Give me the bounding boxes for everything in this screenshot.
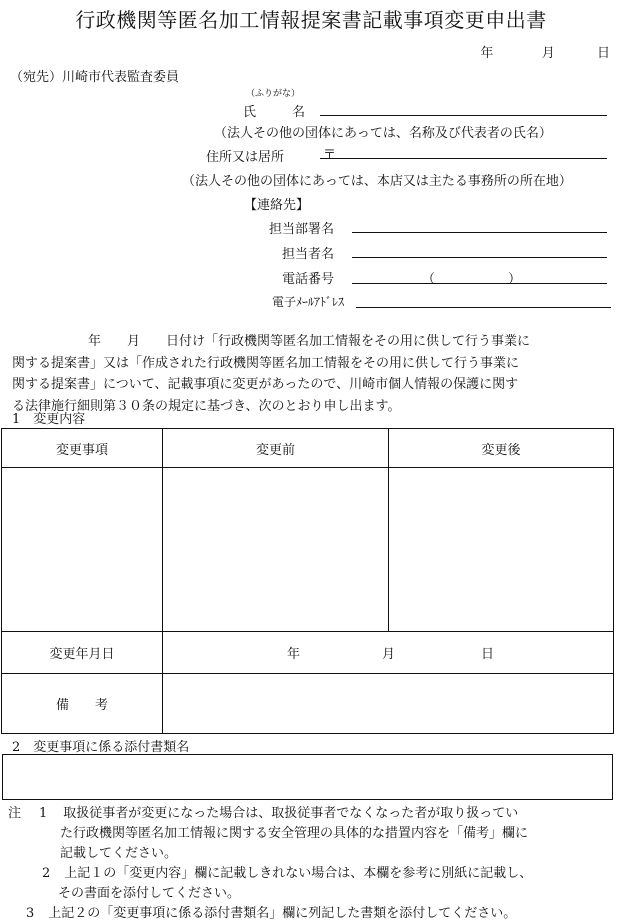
address-note: （法人その他の団体にあっては、本店又は主たる事務所の所在地） bbox=[182, 174, 572, 189]
note-3 bbox=[8, 904, 622, 924]
note-1-line-2: た行政機関等匿名加工情報に関する安全管理の具体的な措置内容を「備考」欄に bbox=[60, 826, 529, 841]
contact-heading: 【連絡先】 bbox=[244, 198, 310, 213]
phone-close-paren: ） bbox=[508, 272, 522, 287]
email-field[interactable] bbox=[356, 307, 611, 308]
phone-open-paren: （ bbox=[422, 272, 436, 287]
after-cell[interactable] bbox=[389, 468, 614, 632]
table-entry-row bbox=[2, 468, 614, 632]
date-year-label: 年 bbox=[480, 46, 494, 61]
statement-line-2: 関する提案書」又は「作成された行政機関等匿名加工情報をその用に供して行う事業に bbox=[12, 355, 520, 371]
department-field[interactable] bbox=[352, 232, 607, 233]
header-before: 変更前 bbox=[163, 429, 389, 468]
table-header-row bbox=[2, 429, 614, 468]
postal-mark: 〒 bbox=[323, 148, 337, 163]
change-date-label: 変更年月日 bbox=[2, 632, 163, 674]
note-1 bbox=[8, 804, 622, 824]
address-field[interactable] bbox=[320, 158, 607, 159]
phone-field[interactable] bbox=[352, 283, 607, 284]
email-label: 電子ﾒｰﾙｱﾄﾞﾚｽ bbox=[271, 295, 344, 309]
statement-line-3: 関する提案書」について、記載事項に変更があったので、川崎市個人情報の保護に関す bbox=[12, 377, 519, 392]
change-date-year: 年 bbox=[287, 647, 301, 662]
statement-line-1: 年 月 日付け「行政機関等匿名加工情報をその用に供して行う事業に bbox=[88, 334, 531, 349]
header-after: 変更後 bbox=[389, 429, 614, 468]
notes-prefix: 注 bbox=[8, 806, 22, 821]
statement-paragraph bbox=[12, 331, 622, 417]
name-label: 氏名 bbox=[243, 105, 342, 120]
date-month-label: 月 bbox=[541, 46, 555, 61]
note-2-line-1: 上記１の「変更内容」欄に記載しきれない場合は、本欄を参考に別紙に記載し、 bbox=[64, 866, 533, 881]
section1-heading: 1 変更内容 bbox=[12, 412, 86, 427]
section2-heading: 2 変更事項に係る添付書類名 bbox=[12, 740, 190, 755]
change-item-cell[interactable] bbox=[2, 468, 163, 632]
change-date-month: 月 bbox=[382, 647, 396, 662]
change-date-row bbox=[2, 632, 614, 674]
note-2-line-2: その書面を添付してください。 bbox=[58, 886, 241, 901]
change-date-cell[interactable] bbox=[163, 632, 614, 674]
name-note: （法人その他の団体にあっては、名称及び代表者の氏名） bbox=[214, 126, 552, 141]
note-2 bbox=[8, 864, 622, 884]
statement-line-4: る法律施行細則第３０条の規定に基づき、次のとおり申し出ます。 bbox=[12, 398, 401, 414]
note-1-line-3: 記載してください。 bbox=[60, 846, 178, 861]
date-day-label: 日 bbox=[596, 46, 610, 61]
department-label: 担当部署名 bbox=[268, 222, 334, 237]
remarks-row bbox=[2, 674, 614, 734]
name-field[interactable] bbox=[320, 115, 607, 116]
note-3-line-1: 上記２の「変更事項に係る添付書類名」欄に列記した書類を添付してください。 bbox=[48, 906, 517, 921]
changes-table bbox=[1, 428, 614, 734]
addressee: （宛先）川崎市代表監査委員 bbox=[10, 70, 180, 85]
remarks-label: 備 考 bbox=[2, 674, 163, 734]
person-field[interactable] bbox=[352, 257, 607, 258]
form-title: 行政機関等匿名加工情報提案書記載事項変更申出書 bbox=[75, 8, 547, 32]
change-date-day: 日 bbox=[481, 647, 495, 662]
note-1-line-1: 取扱従事者が変更になった場合は、取扱従事者でなくなった者が取り扱ってい bbox=[63, 806, 519, 821]
before-cell[interactable] bbox=[163, 468, 389, 632]
note-1-number: 1 bbox=[39, 806, 48, 821]
person-label: 担当者名 bbox=[281, 247, 334, 262]
header-change-item: 変更事項 bbox=[2, 429, 163, 468]
note-3-number: 3 bbox=[26, 906, 35, 921]
note-2-number: 2 bbox=[42, 866, 51, 881]
remarks-cell[interactable] bbox=[163, 674, 614, 734]
attachments-field[interactable] bbox=[2, 754, 613, 800]
phone-label: 電話番号 bbox=[281, 272, 334, 287]
furigana-label: （ふりがな） bbox=[246, 89, 301, 99]
notes bbox=[8, 804, 622, 924]
submission-date bbox=[480, 42, 610, 61]
address-label: 住所又は居所 bbox=[206, 150, 285, 165]
